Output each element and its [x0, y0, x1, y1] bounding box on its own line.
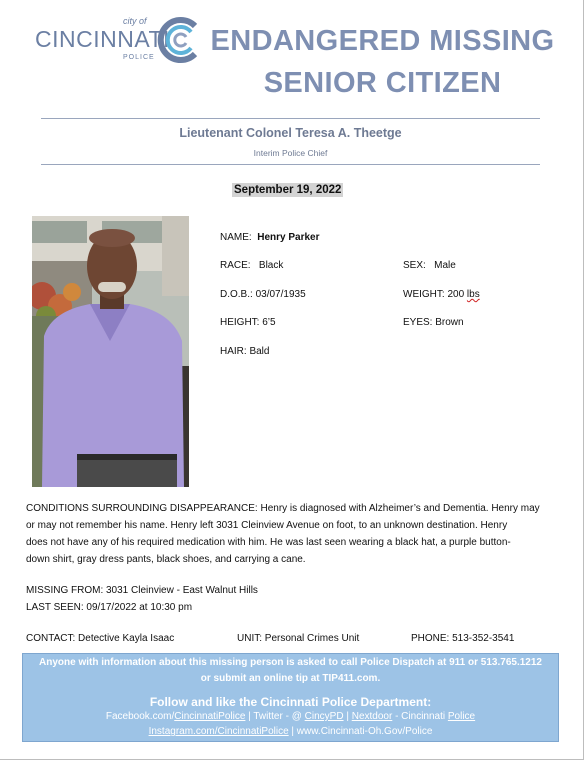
- height-label: HEIGHT:: [220, 317, 260, 328]
- field-name: [220, 232, 320, 243]
- info-line-1: Anyone with information about this missing person is asked to call Police Dispatch at 911 or 513.765.1212: [39, 657, 542, 668]
- eyes-label: EYES:: [403, 317, 433, 328]
- chief-name: Lieutenant Colonel Teresa A. Theetge: [179, 126, 402, 140]
- field-eyes: [403, 317, 464, 328]
- divider: [41, 118, 540, 119]
- logo-city-name: CINCINNATI: [35, 26, 170, 52]
- instagram-prefix[interactable]: Instagram.com/: [148, 726, 218, 737]
- conditions-line: down shirt, gray dress pants, black shoes, and carrying a cane.: [26, 554, 306, 565]
- field-height: [220, 317, 276, 328]
- conditions-line: or may not remember his name. Henry left 3031 Cleinview Avenue on foot, to an unknown destination. Henry: [26, 520, 508, 531]
- page-border: [583, 0, 584, 760]
- website-link[interactable]: | www.Cincinnati-Oh.Gov/Police: [288, 726, 433, 737]
- hair-value: Bald: [249, 346, 270, 357]
- name-label: NAME:: [220, 232, 252, 243]
- dob-label: D.O.B.:: [220, 289, 253, 300]
- hair-label: HAIR:: [220, 346, 247, 357]
- field-sex: [403, 260, 456, 271]
- logo-c-mark-icon: [155, 16, 203, 64]
- field-hair: [220, 346, 269, 357]
- social-line-1: [23, 711, 558, 722]
- sex-label: SEX:: [403, 260, 426, 271]
- sex-value: Male: [434, 260, 456, 271]
- headline-line-2: SENIOR CITIZEN: [263, 67, 502, 99]
- contact-detective: CONTACT: Detective Kayla Isaac: [26, 633, 175, 644]
- divider: [41, 164, 540, 165]
- race-label: RACE:: [220, 260, 251, 271]
- follow-heading: Follow and like the Cincinnati Police Department:: [149, 695, 432, 709]
- missing-details: [26, 582, 556, 616]
- logo-police: POLICE: [123, 54, 155, 61]
- facebook-link[interactable]: CincinnatiPolice: [174, 711, 246, 722]
- dob-value: 03/07/1935: [255, 289, 306, 300]
- facebook-prefix: Facebook.com/: [105, 711, 175, 722]
- headline-line-1: ENDANGERED MISSING: [210, 25, 555, 57]
- weight-label: WEIGHT:: [403, 289, 445, 300]
- social-line-2: [23, 726, 558, 737]
- info-line-2: or submit an online tip at TIP411.com.: [200, 673, 381, 684]
- race-value: Black: [258, 260, 284, 271]
- twitter-link[interactable]: CincyPD: [304, 711, 344, 722]
- instagram-link[interactable]: CincinnatiPolice: [217, 726, 289, 737]
- nextdoor-police-link[interactable]: Police: [447, 711, 476, 722]
- cincinnati-police-logo: [35, 16, 205, 64]
- logo-city-of: city of: [123, 16, 147, 26]
- nextdoor-mid: - Cincinnati: [392, 711, 448, 722]
- conditions-line: CONDITIONS SURROUNDING DISAPPEARANCE: Henry is diagnosed with Alzheimer’s and Dementia. Henry may: [26, 503, 540, 514]
- contact-phone: PHONE: 513-352-3541: [411, 633, 515, 644]
- last-seen: LAST SEEN: 09/17/2022 at 10:30 pm: [26, 602, 193, 613]
- page-border: [0, 759, 584, 760]
- eyes-value: Brown: [435, 317, 464, 328]
- contact-unit: UNIT: Personal Crimes Unit: [237, 633, 360, 644]
- field-dob: [220, 289, 306, 300]
- height-value: 6’5: [262, 317, 276, 328]
- separator: |: [343, 711, 352, 722]
- missing-person-photo: [32, 216, 189, 487]
- chief-title: Interim Police Chief: [253, 148, 328, 158]
- conditions-line: does not have any of his required medication with him. He was last seen wearing a black hat, a purple button-: [26, 537, 511, 548]
- weight-value: 200: [447, 289, 465, 300]
- twitter-prefix: | Twitter - @: [245, 711, 305, 722]
- info-box: [22, 653, 559, 742]
- name-value: Henry Parker: [257, 232, 320, 243]
- weight-unit: lbs: [466, 289, 480, 300]
- field-race: [220, 260, 283, 271]
- missing-from: MISSING FROM: 3031 Cleinview - East Walnut Hills: [26, 585, 258, 596]
- field-weight: [403, 289, 480, 300]
- nextdoor-link[interactable]: Nextdoor: [351, 711, 393, 722]
- bulletin-date: September 19, 2022: [234, 184, 342, 196]
- conditions-paragraph: [26, 500, 556, 568]
